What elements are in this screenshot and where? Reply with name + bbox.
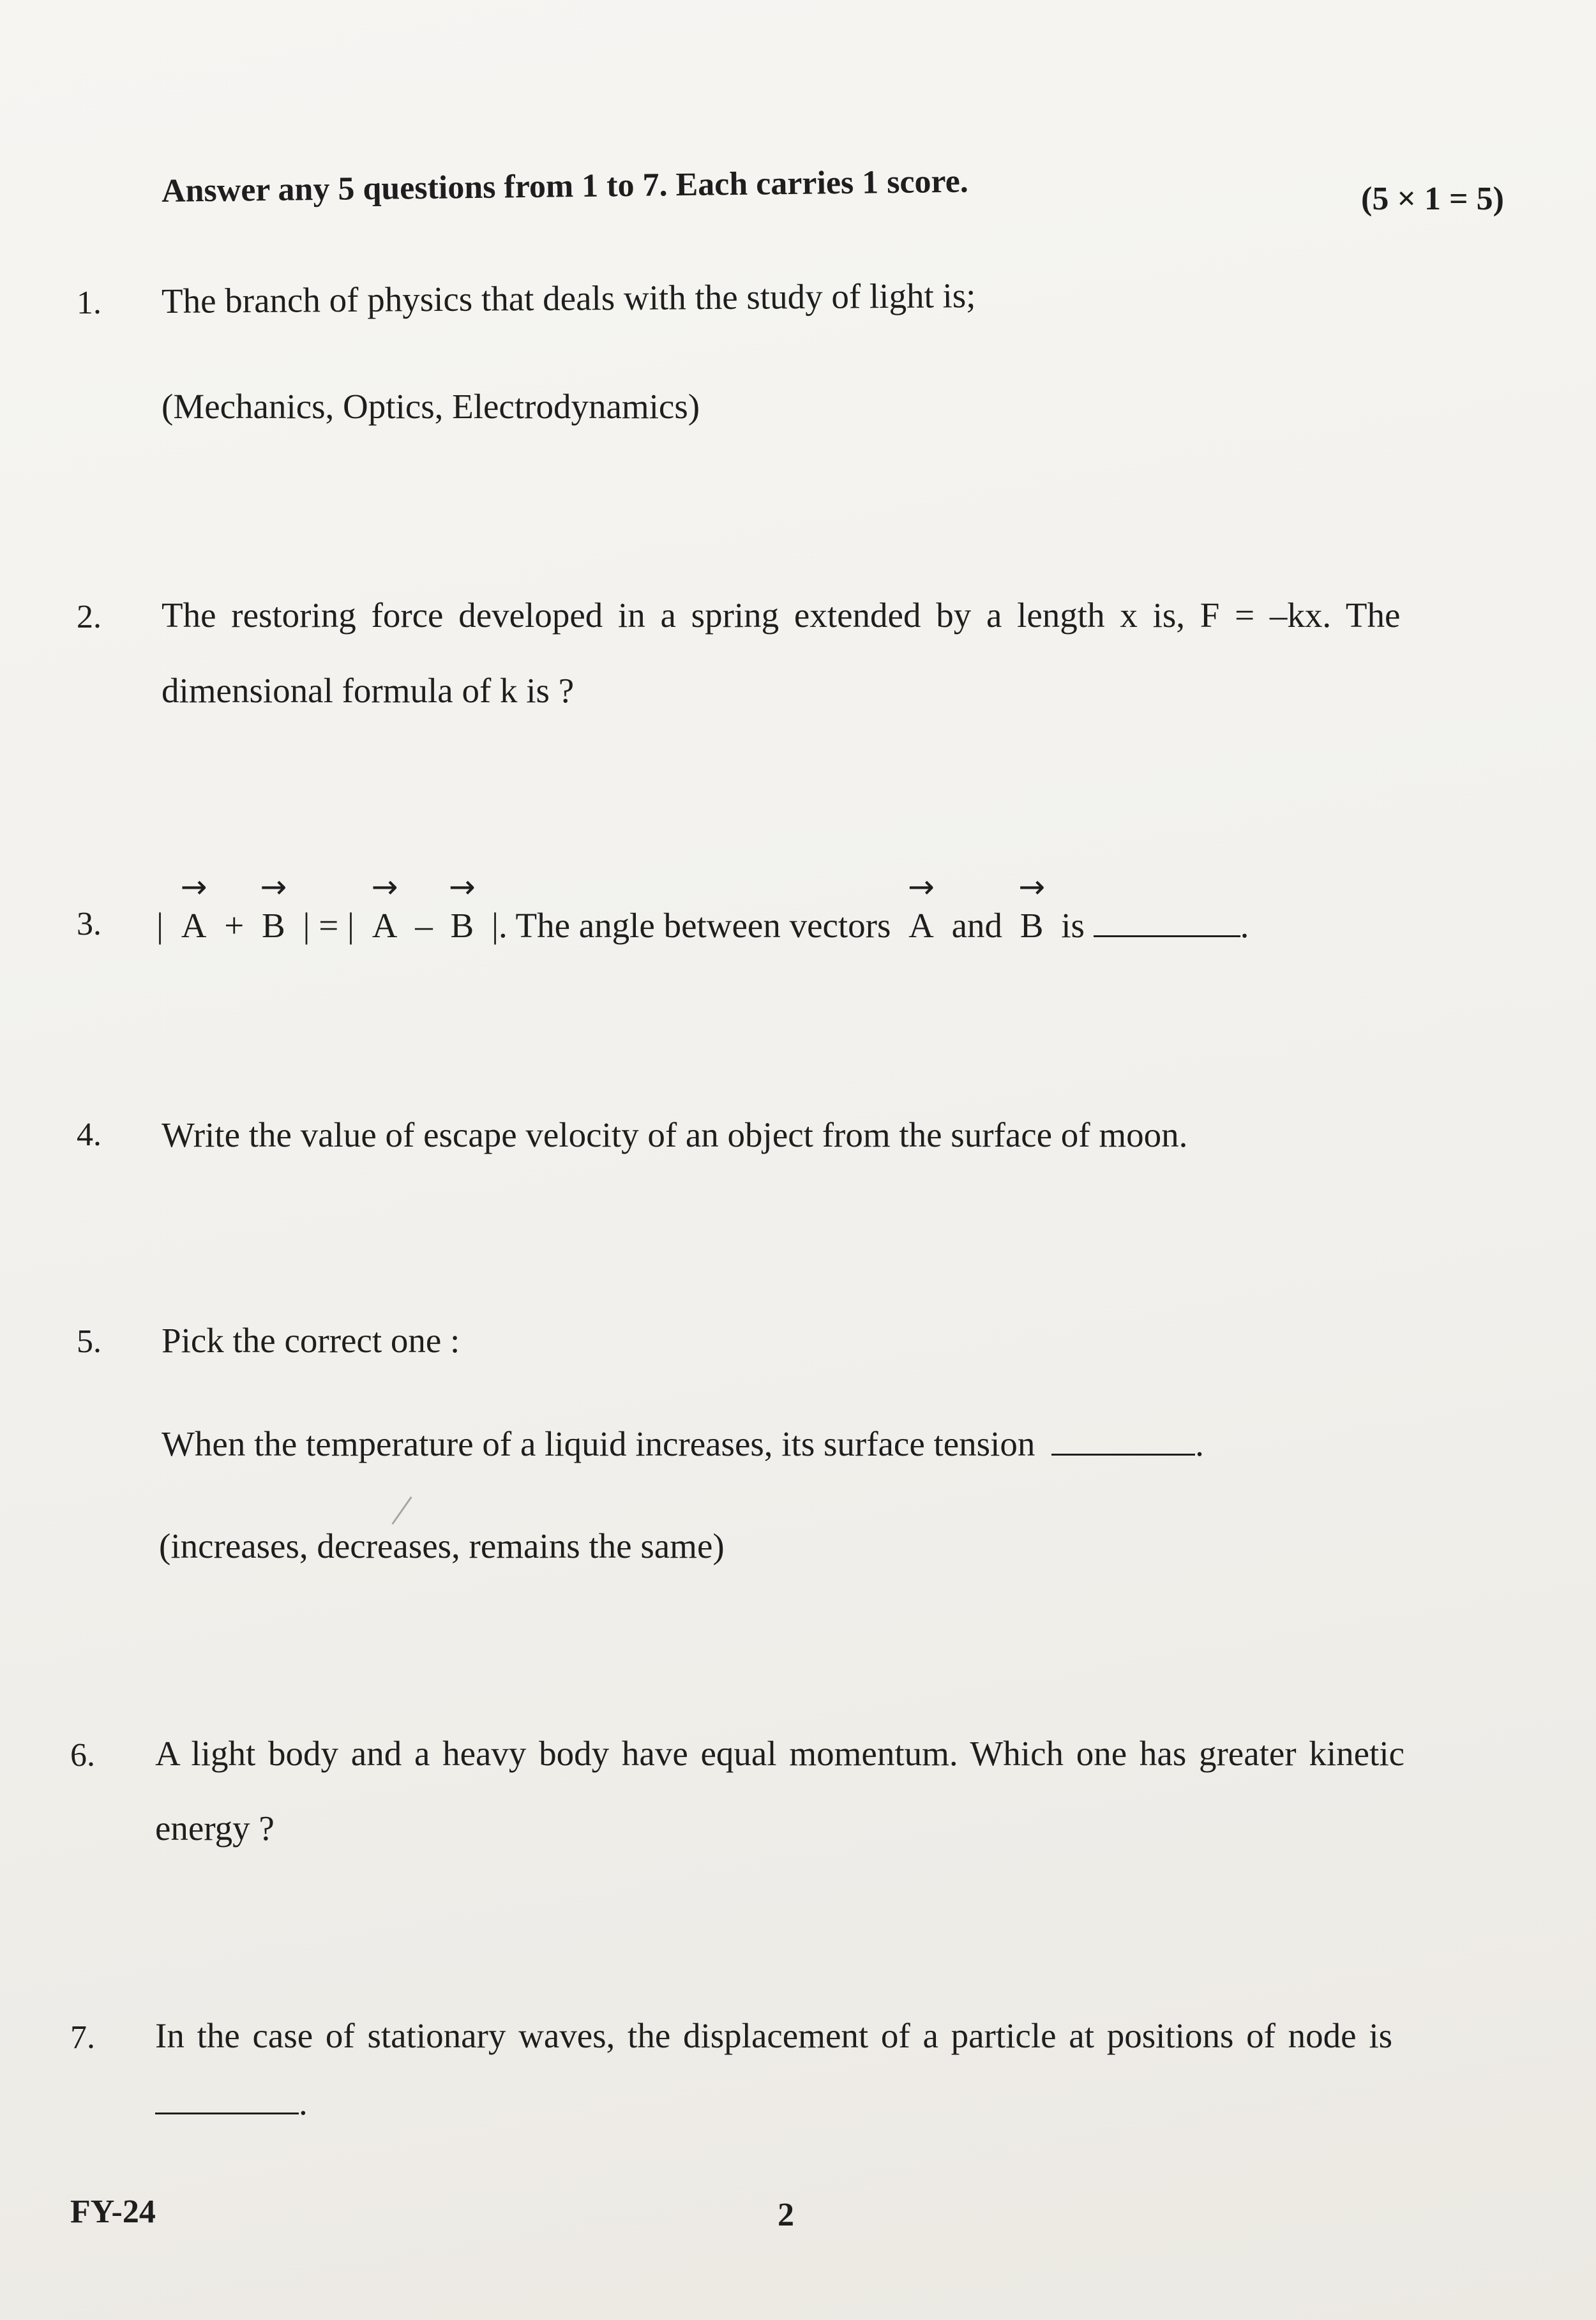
question-4-text: Write the value of escape velocity of an object from the surface of moon.	[162, 1115, 1188, 1154]
answer-blank	[155, 2087, 299, 2114]
question-1-number: 1.	[77, 285, 102, 321]
question-1-options: (Mechanics, Optics, Electrodynamics)	[162, 387, 700, 426]
marks-allocation: (5 × 1 = 5)	[1361, 181, 1504, 217]
question-5-text-line2: When the temperature of a liquid increases, its surface tension .	[162, 1424, 1204, 1463]
vector-arrow-icon: →	[260, 868, 287, 905]
answer-blank	[1094, 910, 1240, 937]
question-3-middle-text: The angle between vectors	[515, 906, 891, 945]
vector-arrow-icon: →	[371, 868, 398, 905]
plus-sign: +	[224, 906, 245, 945]
minus-sign: –	[415, 906, 433, 945]
vector-b: → B	[260, 868, 287, 945]
abs-bar-close: |.	[491, 906, 508, 945]
vector-arrow-icon: →	[908, 868, 935, 905]
abs-bar-open: |	[156, 906, 164, 945]
question-6-text-line1: A light body and a heavy body have equal momentum. Which one has greater kinetic	[155, 1734, 1405, 1773]
vector-b: → B	[448, 868, 476, 945]
equals-sign: | = |	[303, 906, 355, 945]
question-5-number: 5.	[77, 1323, 102, 1360]
question-2-number: 2.	[77, 599, 102, 635]
vector-a: → A	[180, 868, 207, 945]
question-6-number: 6.	[70, 1737, 95, 1774]
pencil-mark	[391, 1496, 412, 1525]
question-7-text-line2: .	[155, 2083, 308, 2123]
and-word: and	[951, 906, 1003, 945]
question-5-text-line1: Pick the correct one :	[162, 1321, 460, 1360]
instruction-text: Answer any 5 questions from 1 to 7. Each carries 1 score.	[161, 163, 969, 209]
question-1-text: The branch of physics that deals with the study of light is;	[161, 276, 976, 320]
vector-b: → B	[1018, 868, 1046, 945]
page-number: 2	[778, 2197, 794, 2233]
answer-blank	[1051, 1428, 1195, 1456]
question-2-text-line2: dimensional formula of k is ?	[162, 671, 575, 710]
question-7-text-line1: In the case of stationary waves, the displacement of a particle at positions of node is	[155, 2016, 1393, 2055]
question-7-number: 7.	[70, 2019, 95, 2056]
vector-arrow-icon: →	[448, 868, 476, 905]
question-6-text-line2: energy ?	[155, 1809, 275, 1848]
vector-a: → A	[908, 868, 935, 945]
vector-a: → A	[371, 868, 398, 945]
question-3-number: 3.	[77, 906, 102, 942]
question-4-number: 4.	[77, 1117, 102, 1153]
paper-code: FY-24	[70, 2194, 156, 2230]
question-5-options: (increases, decreases, remains the same)	[159, 1526, 725, 1565]
is-word: is	[1061, 906, 1085, 945]
question-2-text-line1: The restoring force developed in a spring extended by a length x is, F = –kx. The	[162, 596, 1401, 635]
vector-arrow-icon: →	[180, 868, 207, 905]
question-3-text	[156, 868, 1249, 945]
question-3-end: .	[1240, 906, 1249, 945]
vector-arrow-icon: →	[1018, 868, 1046, 905]
